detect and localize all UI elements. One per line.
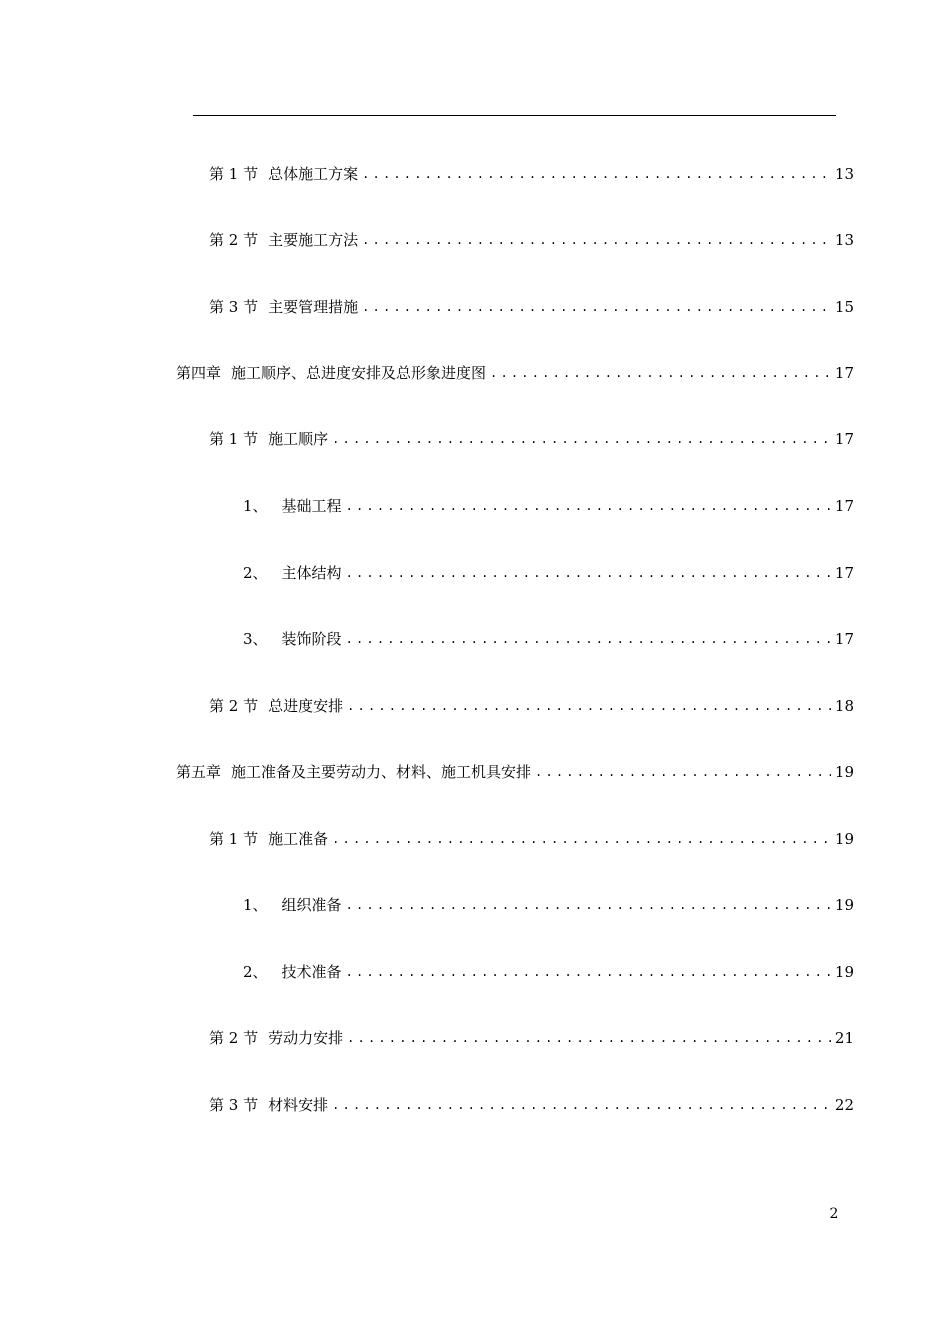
toc-entry-title: 组织准备 <box>281 896 342 914</box>
toc-entry-page: 19 <box>834 963 854 981</box>
toc-dot-leader <box>490 361 831 385</box>
toc-entry-item[interactable] <box>243 494 854 518</box>
toc-entry-page: 19 <box>834 830 854 848</box>
toc-entry-number: 第 2 节 <box>209 1029 259 1047</box>
toc-entry-chapter[interactable] <box>176 361 854 385</box>
toc-entry-page: 17 <box>834 630 854 648</box>
toc-entry-title: 总体施工方案 <box>268 165 359 183</box>
toc-entry-section[interactable] <box>209 1026 854 1050</box>
toc-entry-section[interactable] <box>209 827 854 851</box>
toc-entry-number: 第 3 节 <box>209 298 259 316</box>
toc-entry-number: 2、 <box>243 963 268 981</box>
toc-dot-leader <box>346 561 831 585</box>
toc-entry-section[interactable] <box>209 228 854 252</box>
toc-entry-chapter[interactable] <box>176 760 854 784</box>
toc-entry-number: 第四章 <box>176 364 222 382</box>
toc-entry-number: 第 2 节 <box>209 231 259 249</box>
toc-entry-title: 主体结构 <box>281 564 342 582</box>
toc-entry-page: 22 <box>834 1096 854 1114</box>
toc-entry-title: 总进度安排 <box>268 697 344 715</box>
toc-entry-number: 第 1 节 <box>209 165 259 183</box>
toc-dot-leader <box>346 960 831 984</box>
toc-entry-title: 装饰阶段 <box>281 630 342 648</box>
toc-entry-number: 3、 <box>243 630 268 648</box>
toc-dot-leader <box>535 760 831 784</box>
toc-entry-section[interactable] <box>209 694 854 718</box>
toc-entry-title: 施工顺序、总进度安排及总形象进度图 <box>231 364 487 382</box>
toc-entry-item[interactable] <box>243 893 854 917</box>
toc-entry-title: 材料安排 <box>268 1096 329 1114</box>
toc-entry-number: 第五章 <box>176 763 222 781</box>
toc-dot-leader <box>347 1026 831 1050</box>
toc-entry-title: 施工顺序 <box>268 430 329 448</box>
toc-entry-page: 21 <box>834 1029 854 1047</box>
toc-entry-section[interactable] <box>209 1093 854 1117</box>
toc-entry-title: 施工准备及主要劳动力、材料、施工机具安排 <box>231 763 532 781</box>
toc-entry-title: 劳动力安排 <box>268 1029 344 1047</box>
toc-entry-section[interactable] <box>209 162 854 186</box>
toc-entry-page: 18 <box>834 697 854 715</box>
toc-entry-number: 1、 <box>243 497 268 515</box>
toc-dot-leader <box>362 228 831 252</box>
toc-dot-leader <box>332 1093 831 1117</box>
toc-dot-leader <box>346 893 831 917</box>
toc-entry-title: 主要管理措施 <box>268 298 359 316</box>
toc-entry-page: 17 <box>834 364 854 382</box>
toc-entry-item[interactable] <box>243 960 854 984</box>
toc-entry-number: 第 1 节 <box>209 430 259 448</box>
toc-entry-page: 13 <box>834 165 854 183</box>
toc-dot-leader <box>332 427 831 451</box>
toc-entry-title: 主要施工方法 <box>268 231 359 249</box>
toc-entry-number: 2、 <box>243 564 268 582</box>
toc-entry-page: 17 <box>834 564 854 582</box>
toc-entry-number: 第 3 节 <box>209 1096 259 1114</box>
toc-dot-leader <box>362 295 831 319</box>
toc-dot-leader <box>332 827 831 851</box>
toc-entry-title: 技术准备 <box>281 963 342 981</box>
toc-entry-page: 13 <box>834 231 854 249</box>
toc-dot-leader <box>347 694 831 718</box>
page-number: 2 <box>829 1206 839 1222</box>
toc-dot-leader <box>362 162 831 186</box>
toc-entry-page: 19 <box>834 763 854 781</box>
toc-dot-leader <box>346 627 831 651</box>
toc-entry-page: 17 <box>834 430 854 448</box>
toc-entry-page: 15 <box>834 298 854 316</box>
toc-entry-section[interactable] <box>209 295 854 319</box>
toc-entry-page: 17 <box>834 497 854 515</box>
toc-entry-title: 施工准备 <box>268 830 329 848</box>
toc-entry-item[interactable] <box>243 627 854 651</box>
toc-dot-leader <box>346 494 831 518</box>
toc-entry-section[interactable] <box>209 427 854 451</box>
toc-entry-number: 第 2 节 <box>209 697 259 715</box>
toc-entry-item[interactable] <box>243 561 854 585</box>
toc-entry-number: 1、 <box>243 896 268 914</box>
toc-entry-title: 基础工程 <box>281 497 342 515</box>
toc-entry-number: 第 1 节 <box>209 830 259 848</box>
toc-entry-page: 19 <box>834 896 854 914</box>
